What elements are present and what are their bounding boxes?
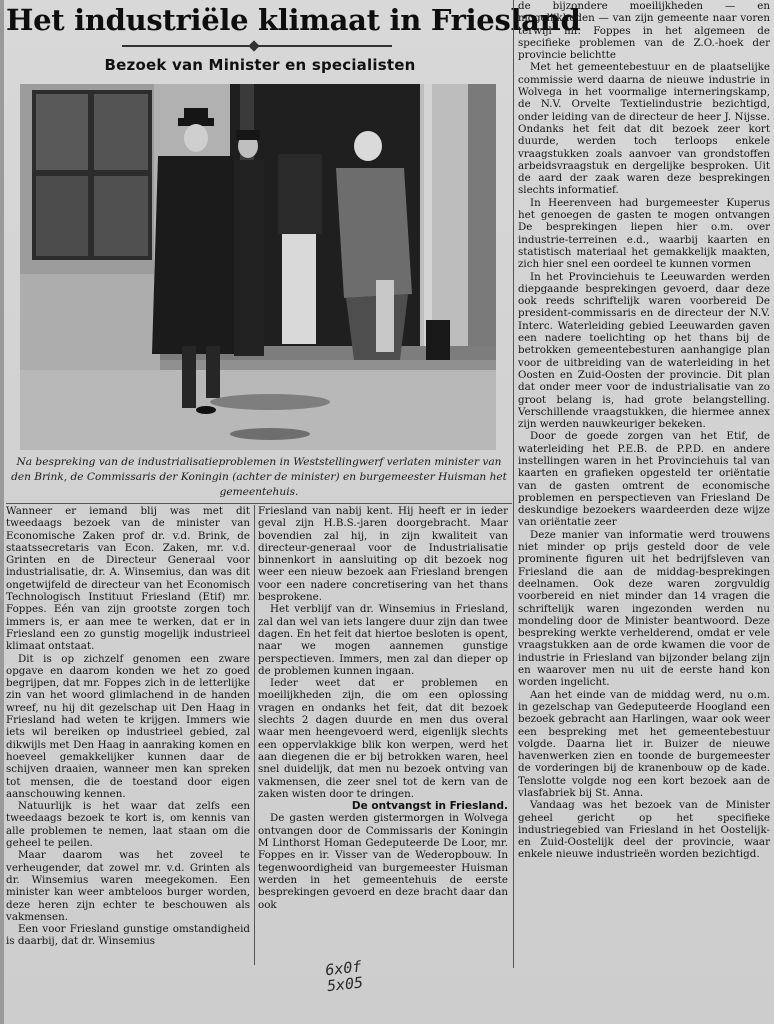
paragraph: Vandaag was het bezoek van de Minister geheel gericht op het specifieke industriegebied van Friesland in het Oostelijk- en Zuid-Oostelijk deel der provincie, waar enkele nieuwe industrieën worden bezichtigd. [518, 799, 770, 861]
column-divider-1 [254, 505, 255, 965]
paragraph: De gasten werden gistermorgen in Wolvega ontvangen door de Commissaris der Koningin M Linthorst Homan Gedeputeerde De Loor, mr. Foppes en ir. Visser van de Wederopbouw. In tegenwoordigheid van burgemeester Huisman werden in het gemeentehuis de eerste besprekingen gevoerd en deze bracht daar dan ook [258, 812, 508, 911]
paragraph: Een voor Friesland gunstige omstandigheid is daarbij, dat dr. Winsemius [6, 923, 250, 948]
scan-edge [0, 0, 4, 1024]
handwritten-line: 6x0f [324, 957, 363, 980]
photo-caption: Na bespreking van de industrialisatieproblemen in Weststellingwerf verlaten minister van den Brink, de Commissaris der Koningin (achter de minister) en burgemeester Huisman het gemeentehuis. [11, 456, 507, 498]
article-column-3 [518, 0, 770, 968]
paragraph: Maar daarom was het zoveel te verheugender, dat zowel mr. v.d. Grinten als dr. Winsemius waren meegekomen. Een minister kan weer ambteloos burger worden, deze heren zijn echter te beschouwen als vakmensen. [6, 849, 250, 923]
paragraph: Deze manier van informatie werd trouwens niet minder op prijs gesteld door de vele prominente figuren uit het bedrijfsleven van Friesland die aan de middag-besprekingen deelnamen. Ook deze waren zorgvuldig voorbereid en niet minder dan 14 vragen die schriftelijk waren ingezonden werden nu mondeling door de Minister beantwoord. Deze bespreking werkte verhelderend, omdat er vele vraagstukken aan de orde kwamen die voor de industrie in Friesland van bijzonder belang zijn en waarover men nu uit de eerste hand kon worden ingelicht. [518, 528, 770, 689]
column-divider-2 [513, 0, 514, 968]
article-subheadline: Bezoek van Minister en specialisten [104, 56, 416, 74]
paragraph: In het Provinciehuis te Leeuwarden werden diepgaande besprekingen gevoerd, daar deze ook reeds schriftelijk waren voorbereid De president-commissaris en de directeur der N.V. Interc. Waterleiding gebied Leeuwarden gaven een nadere toelichting op het thans bij de betrokken gemeentebesturen aanhangige plan voor de uitbreiding van de waterleiding in het Oosten en Zuid-Oosten der provincie. Dit plan dat onder meer voor de industrialisatie van zo groot belang is, had grote belangstelling. Verschillende vraagstukken, die hiermee annex zijn werden nauwkeuriger bekeken. [518, 270, 770, 431]
paragraph: In Heerenveen had burgemeester Kuperus het genoegen de gasten te mogen ontvangen De besprekingen liepen hier o.m. over industrie-terreinen e.d., waarbij kaarten en statistisch materiaal het gemakkelijk maakten, zich hier snel een oordeel te kunnen vormen [518, 196, 770, 271]
paragraph: Door de goede zorgen van het Etif, de waterleiding het P.E.B. de P.P.D. en andere instellingen waren in het Provinciehuis tal van kaarten en grafieken opgesteld ter oriëntatie van de gasten omtrent de economische problemen en perspectieven van Friesland De deskundige bezoekers waardeerden deze wijze van oriëntatie zeer [518, 430, 770, 529]
caption-divider [6, 503, 512, 504]
article-column-1 [6, 505, 250, 960]
article-photo [20, 84, 496, 450]
paragraph: Wanneer er iemand blij was met dit tweedaags bezoek van de minister van Economische Zaken prof dr. v.d. Brink, de staatssecretaris van Econ. Zaken, mr. v.d. Grinten en de Directeur Generaal voor industrialisatie, dr. A. Winsemius, dan was dit ongetwijfeld de directeur van het Economisch Technologisch Instituut Friesland (Etif) mr. Foppes. Eén van zijn grootste zorgen toch immers is, er aan mee te werken, dat er in Friesland een zo gunstig mogelijk industrieel klimaat ontstaat. [6, 505, 250, 653]
handwritten-line: 5x05 [326, 973, 364, 996]
paragraph: Ieder weet dat er problemen en moeilijkheden zijn, die om een oplossing vragen en ondanks het feit, dat dit bezoek slechts 2 dagen duurde en men dus overal waar men heengevoerd werd, eigenlijk slechts een oppervlakkige blik kon werpen, werd het aan diegenen die er bij betrokken waren, heel snel duidelijk, dat men nu bezoek ontving van vakmensen, die zeer snel tot de kern van de zaken wisten door te dringen. [258, 677, 508, 800]
handwritten-note [325, 954, 408, 994]
paragraph: Friesland van nabij kent. Hij heeft er in ieder geval zijn H.B.S.-jaren doorgebracht. Maar bovendien zal hij, in zijn kwaliteit van directeur-generaal voor de Industrialisatie binnenkort in aansluiting op dit bezoek nog weer een nieuw bezoek aan Friesland brengen voor een nadere concretisering van het thans besprokene. [258, 505, 508, 604]
section-heading: De ontvangst in Friesland. [351, 800, 508, 813]
paragraph: de bijzondere moeilijkheden — en mogelijkheden — van zijn gemeente naar voren terwijl mr. Foppes in het algemeen de specifieke problemen van de Z.O.-hoek der provincie belichtte [518, 0, 770, 62]
paragraph: Dit is op zichzelf genomen een zware opgave en daarom konden we het zo goed begrijpen, dat mr. Foppes zich in de letterlijke zin van het woord glimlachend in de handen wreef, nu hij dit gezelschap uit Den Haag in Friesland had weten te krijgen. Immers wie iets wil bereiken op industrieel gebied, zal dikwijls met Den Haag in aanraking komen en hoeveel gemakkelijker kunnen daar de schijven draaien, wanneer men kan spreken tot mensen, die de toestand door eigen aanschouwing kennen. [6, 652, 250, 800]
paragraph: Het verblijf van dr. Winsemius in Friesland, zal dan wel van iets langere duur zijn dan twee dagen. En het feit dat hiertoe besloten is opent, naar we mogen aannemen gunstige perspectieven. Immers, men zal dan dieper op de problemen kunnen ingaan. [258, 603, 508, 677]
paragraph: Met het gemeentebestuur en de plaatselijke commissie werd daarna de nieuwe industrie in Wolvega in het voormalige interneringskamp, de N.V. Orvelte Textielindustrie bezichtigd, onder leiding van de directeur de heer J. Nijsse. Ondanks het feit dat dit bezoek zeer kort duurde, werden toch terloops enkele vraagstukken zoals aanvoer van grondstoffen arbeidsvraagstuk en dergelijke besproken. Uit de aard der zaak waren deze besprekingen slechts informatief. [518, 61, 770, 197]
headline-rule [122, 45, 392, 47]
article-headline: Het industriële klimaat in Friesland [6, 3, 581, 37]
paragraph: Aan het einde van de middag werd, nu o.m. in gezelschap van Gedeputeerde Hoogland een bezoek gebracht aan Harlingen, waar ook weer een bespreking met het gemeentebestuur volgde. Daarna liet ir. Buizer de nieuwe havenwerken zien en toonde de burgemeester de vorderingen bij de kranenbouw op de kade. Tenslotte volgde nog een kort bezoek aan de vlasfabriek bij St. Anna. [518, 688, 770, 799]
paragraph: Natuurlijk is het waar dat zelfs een tweedaags bezoek te kort is, om kennis van alle problemen te nemen, laat staan om die geheel te peilen. [6, 800, 250, 850]
article-column-2 [258, 505, 508, 965]
